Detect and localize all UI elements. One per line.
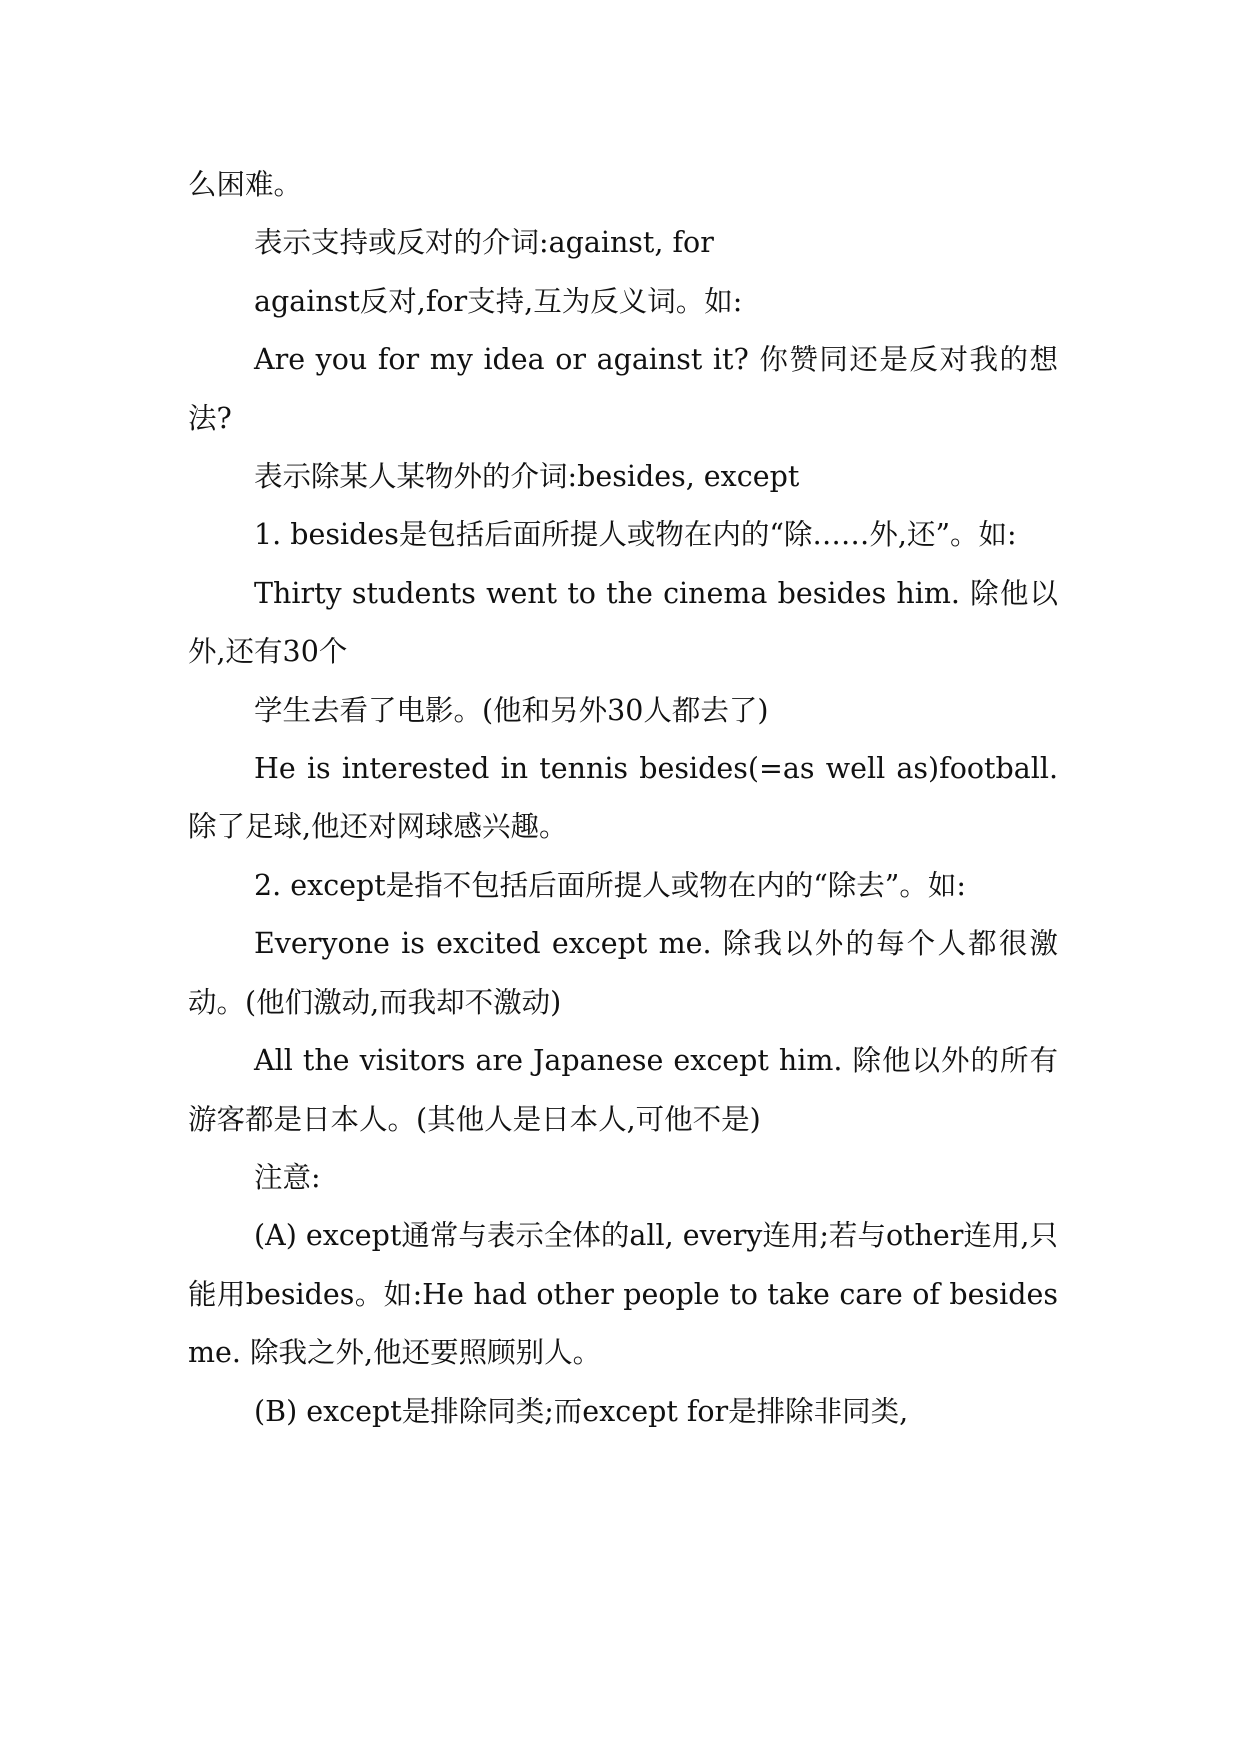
- paragraph-except-rule: 2. except是指不包括后面所提人或物在内的“除去”。如:: [254, 868, 966, 902]
- paragraph-example-cinema: Thirty students went to the cinema besides him. 除他以外,还有30个: [188, 576, 1058, 669]
- paragraph-note-a: (A) except通常与表示全体的all, every连用;若与other连用,只能用besides。如:He had other people to take care of besides me. 除我之外,他还要照顾别人。: [188, 1219, 1058, 1370]
- paragraph-note-b: (B) except是排除同类;而except for是排除非同类,: [254, 1394, 909, 1428]
- paragraph-example-idea: Are you for my idea or against it? 你赞同还是反对我的想法?: [188, 343, 1058, 435]
- paragraph-example-visitors: All the visitors are Japanese except him. 除他以外的所有游客都是日本人。(其他人是日本人,可他不是): [188, 1044, 1058, 1136]
- paragraph-against-for: against反对,for支持,互为反义词。如:: [254, 284, 743, 318]
- document-body: [188, 156, 1058, 1441]
- paragraph-besides-rule: 1. besides是包括后面所提人或物在内的“除……外,还”。如:: [254, 518, 1017, 552]
- paragraph-example-tennis: He is interested in tennis besides(=as well as)football. 除了足球,他还对网球感兴趣。: [188, 752, 1058, 844]
- paragraph-heading-support-oppose: 表示支持或反对的介词:against, for: [254, 226, 714, 260]
- paragraph-note-label: 注意:: [254, 1160, 321, 1194]
- paragraph-example-excited: Everyone is excited except me. 除我以外的每个人都很激动。(他们激动,而我却不激动): [188, 927, 1058, 1019]
- paragraph-heading-besides-except: 表示除某人某物外的介词:besides, except: [254, 460, 800, 494]
- paragraph-continuation: 么困难。: [188, 168, 303, 201]
- paragraph-example-cinema-cont: 学生去看了电影。(他和另外30人都去了): [254, 693, 769, 727]
